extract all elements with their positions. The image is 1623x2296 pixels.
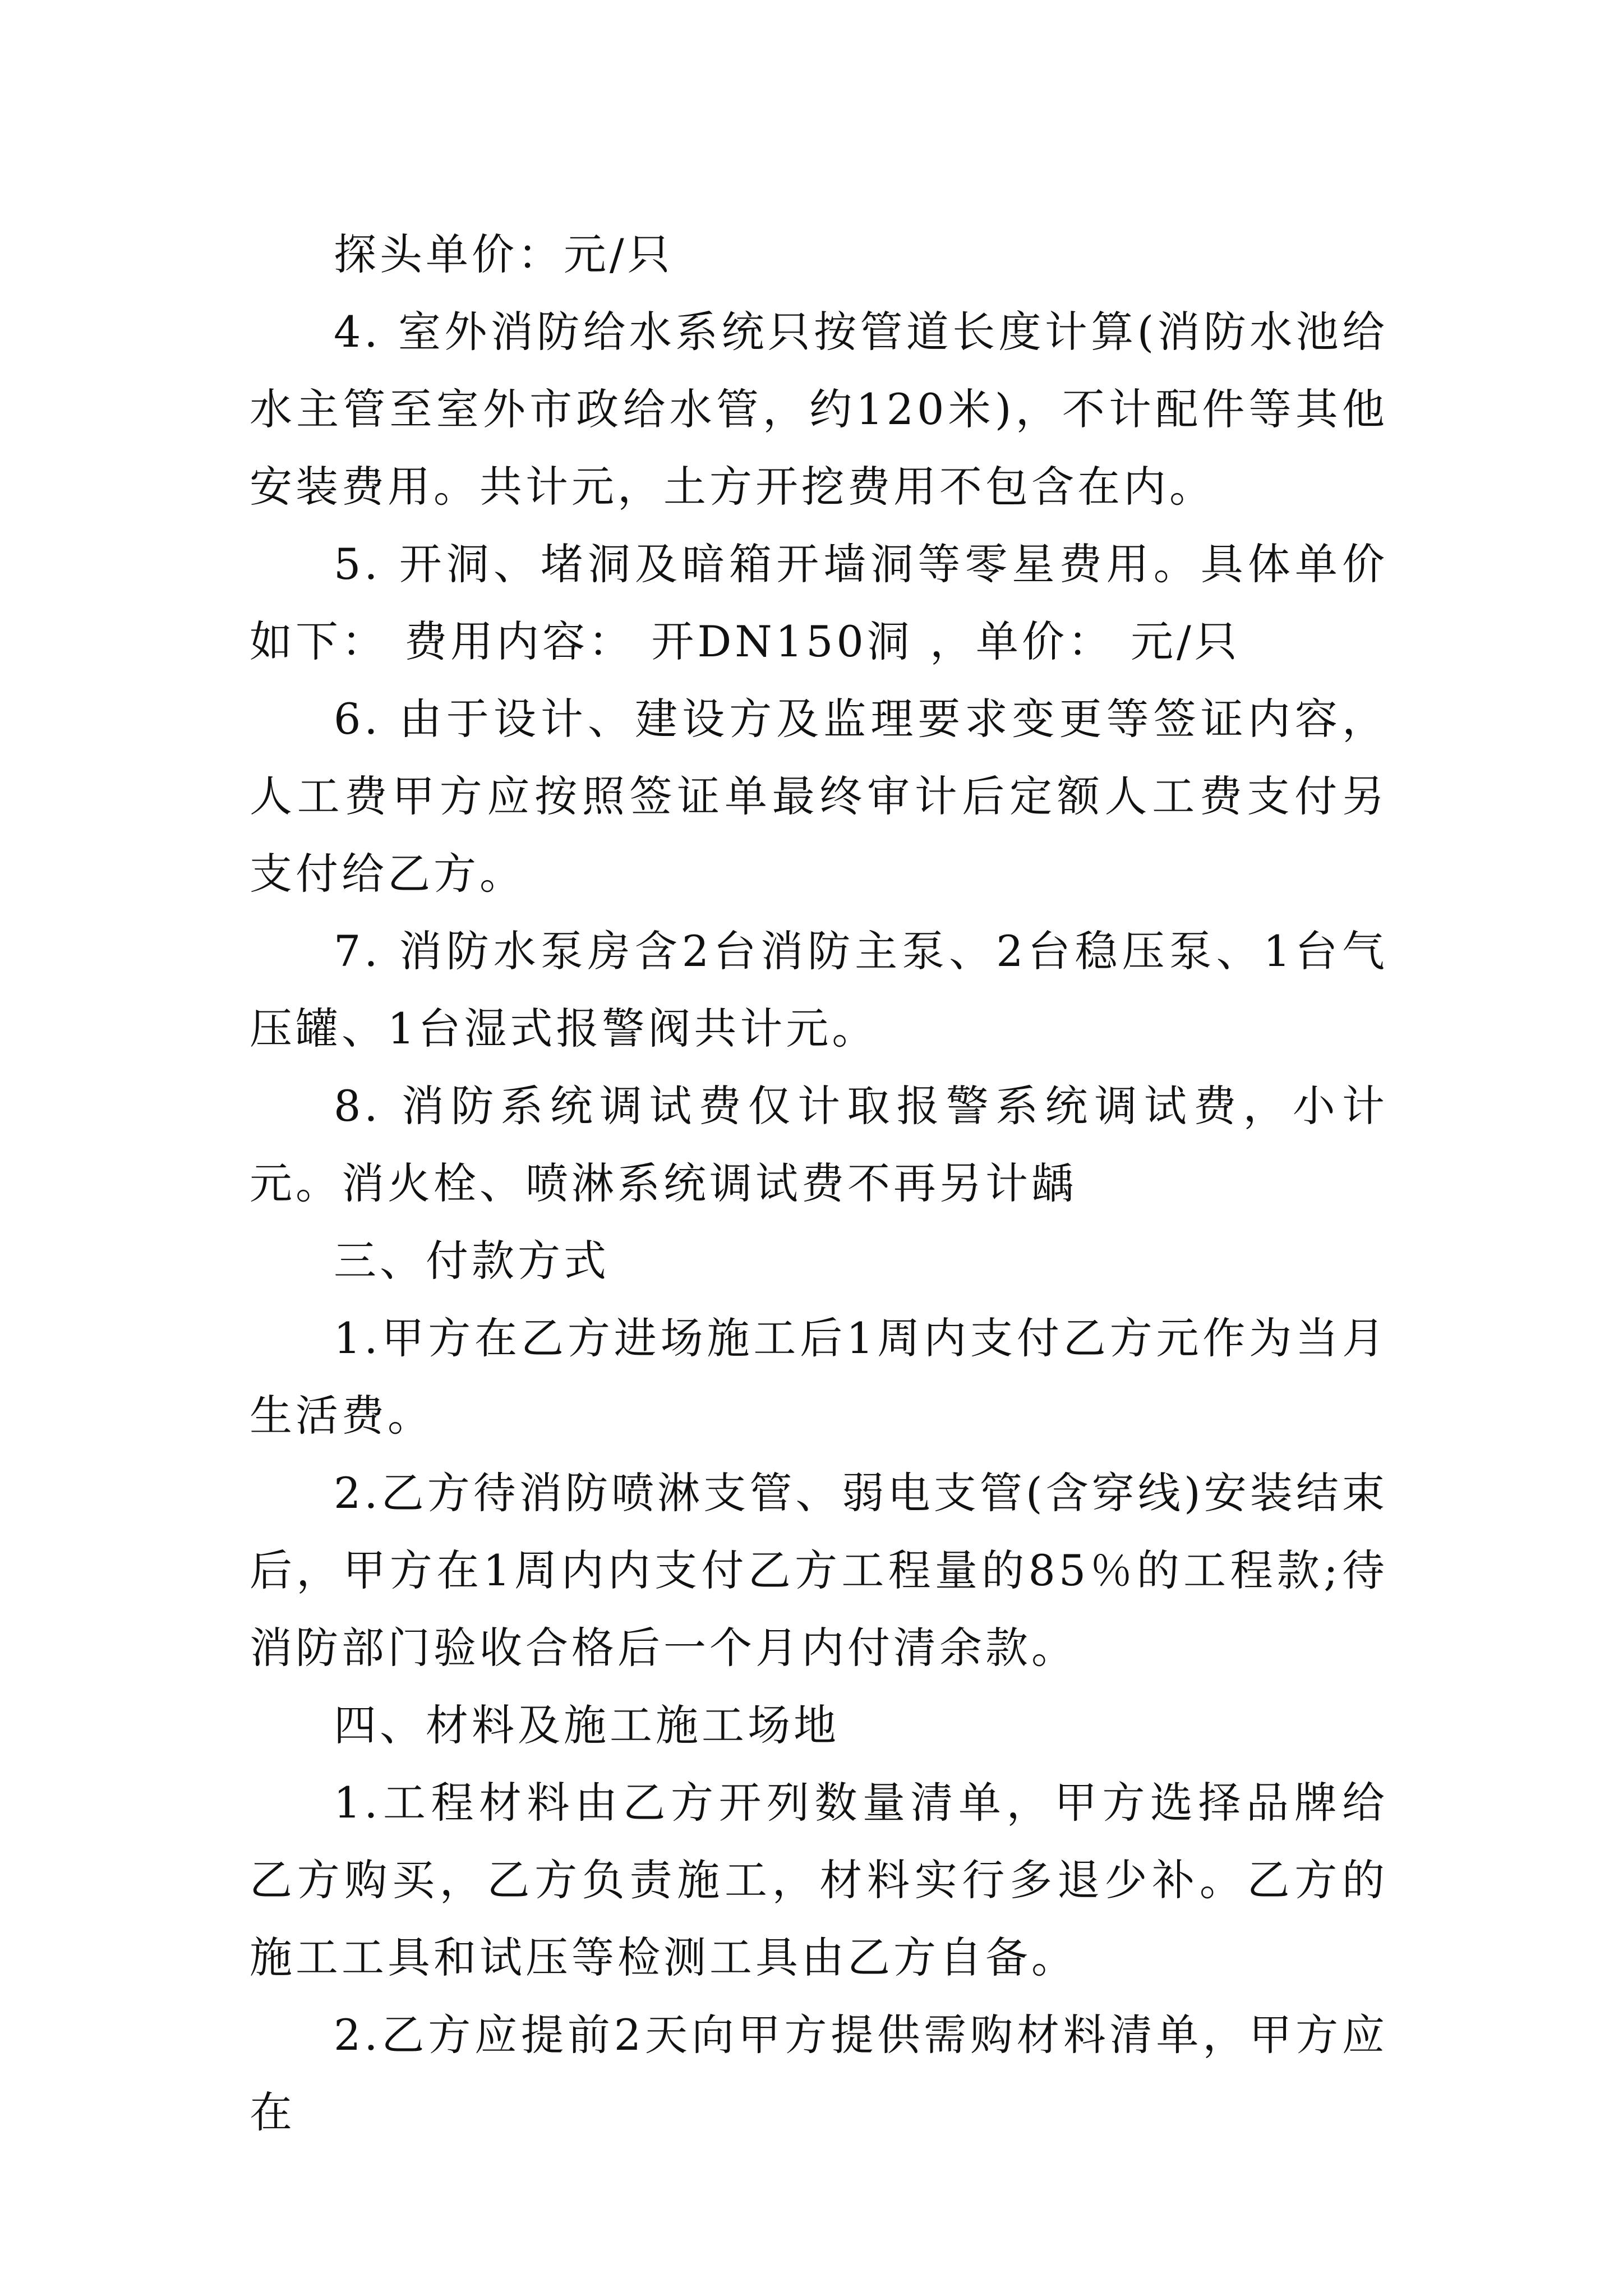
paragraph-payment-2: 2.乙方待消防喷淋支管、弱电支管(含穿线)安装结束后，甲方在1周内内支付乙方工程量的85％的工程款;待消防部门验收合格后一个月内付清余款。 xyxy=(250,1468,1388,1673)
section-heading-materials: 四、材料及施工施工场地 xyxy=(334,1700,840,1750)
paragraph-payment-1: 1.甲方在乙方进场施工后1周内支付乙方元作为当月生活费。 xyxy=(250,1313,1388,1441)
document-body xyxy=(250,216,1388,2151)
paragraph-probe-unit-price: 探头单价：元/只 xyxy=(334,229,674,279)
paragraph-item-8-commissioning: 8. 消防系统调试费仅计取报警系统调试费，小计元。消火栓、喷淋系统调试费不再另计龋 xyxy=(250,1081,1388,1208)
paragraph-materials-2: 2.乙方应提前2天向甲方提供需购材料清单，甲方应在 xyxy=(250,2010,1388,2137)
section-heading-payment: 三、付款方式 xyxy=(334,1236,610,1286)
paragraph-item-5-openings: 5. 开洞、堵洞及暗箱开墙洞等零星费用。具体单价如下： 费用内容： 开DN150洞 ，单价： 元/只 xyxy=(250,539,1388,666)
paragraph-item-7-pump-room: 7. 消防水泵房含2台消防主泵、2台稳压泵、1台气压罐、1台湿式报警阀共计元。 xyxy=(250,926,1388,1053)
paragraph-item-6-design-changes: 6. 由于设计、建设方及监理要求变更等签证内容，人工费甲方应按照签证单最终审计后定额人工费支付另支付给乙方。 xyxy=(250,694,1388,899)
paragraph-materials-1: 1.工程材料由乙方开列数量清单，甲方选择品牌给乙方购买，乙方负责施工，材料实行多退少补。乙方的施工工具和试压等检测工具由乙方自备。 xyxy=(250,1778,1388,1982)
paragraph-item-4-outdoor-water-supply: 4. 室外消防给水系统只按管道长度计算(消防水池给水主管至室外市政给水管，约120米)，不计配件等其他安装费用。共计元，土方开挖费用不包含在内。 xyxy=(250,307,1388,512)
